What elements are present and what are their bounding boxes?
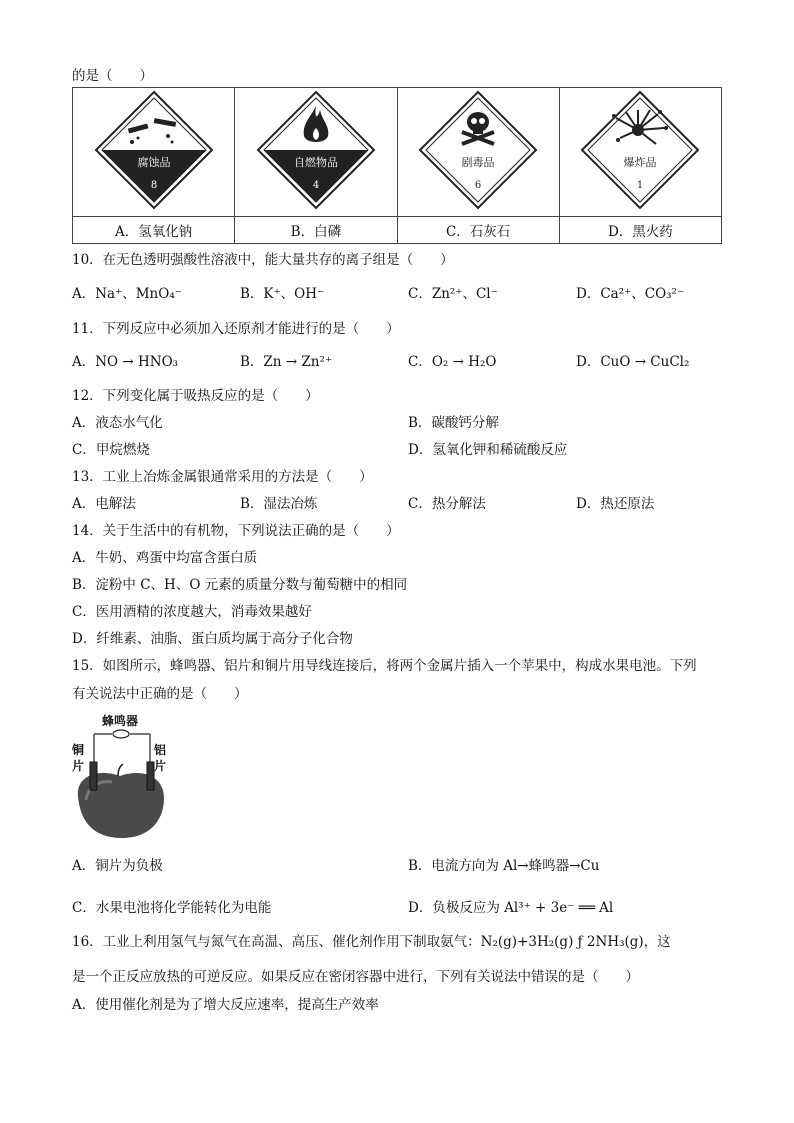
hazard-cell-b [235, 88, 397, 217]
q12-stem: 12．下列变化属于吸热反应的是（ ） [72, 388, 319, 404]
hazard-cell-d [559, 88, 721, 217]
q13-stem: 13．工业上冶炼金属银通常采用的方法是（ ） [72, 469, 373, 485]
q12-option-d: D．氢氧化钾和稀硫酸反应 [408, 442, 568, 458]
q14-option-d: D．纤维素、油脂、蛋白质均属于高分子化合物 [72, 631, 353, 647]
q14-option-b: B．淀粉中 C、H、O 元素的质量分数与葡萄糖中的相同 [72, 577, 408, 593]
option-d: D．黑火药 [559, 217, 721, 244]
q12-option-a: A．液态水气化 [72, 415, 163, 431]
hazard-cell-a [73, 88, 235, 217]
skull-icon [416, 88, 540, 212]
fruit-battery-figure [68, 710, 178, 842]
q16-stem-line1: 16．工业上利用氢气与氮气在高温、高压、催化剂作用下制取氨气：N₂(g)+3H₂(g) ƒ 2NH₃(g)，这 [72, 934, 671, 950]
q10-option-d: D．Ca²⁺、CO₃²⁻ [576, 286, 685, 302]
explosion-icon [578, 88, 702, 212]
q10-stem: 10．在无色透明强酸性溶液中，能大量共存的离子组是（ ） [72, 252, 454, 268]
q16-stem-line2: 是一个正反应放热的可逆反应。如果反应在密闭容器中进行，下列有关说法中错误的是（ ） [72, 969, 639, 985]
svg-text:1: 1 [637, 180, 644, 191]
svg-text:6: 6 [474, 180, 482, 191]
q13-option-b: B．湿法冶炼 [240, 496, 318, 512]
sign-label-a: 腐蚀品 [137, 156, 171, 169]
q10-option-c: C．Zn²⁺、Cl⁻ [408, 286, 498, 302]
q15-option-c: C．水果电池将化学能转化为电能 [72, 900, 272, 916]
hazard-cell-c [397, 88, 559, 217]
q14-stem: 14．关于生活中的有机物，下列说法正确的是（ ） [72, 523, 400, 539]
corrosive-icon [92, 88, 216, 212]
q11-option-d: D．CuO → CuCl₂ [576, 354, 690, 370]
option-b: B．白磷 [235, 217, 397, 244]
q15-option-b: B．电流方向为 Al→蜂鸣器→Cu [408, 858, 600, 874]
svg-text:4: 4 [312, 180, 320, 191]
q12-option-b: B．碳酸钙分解 [408, 415, 499, 431]
question-intro: 的是（ ） [72, 68, 153, 84]
sign-label-b: 自燃物品 [293, 156, 338, 169]
q13-option-d: D．热还原法 [576, 496, 655, 512]
q16-option-a: A．使用催化剂是为了增大反应速率，提高生产效率 [72, 997, 379, 1013]
q13-option-c: C．热分解法 [408, 496, 486, 512]
hazard-sign-table [72, 87, 722, 244]
sign-label-c: 剧毒品 [461, 156, 495, 169]
figure-label-aluminum: 铝片 [154, 743, 167, 773]
sign-label-d: 爆炸品 [623, 156, 657, 169]
q14-option-c: C．医用酒精的浓度越大，消毒效果越好 [72, 604, 312, 620]
q13-option-a: A．电解法 [72, 496, 136, 512]
q11-option-b: B．Zn → Zn²⁺ [240, 354, 333, 370]
figure-label-copper: 铜片 [72, 743, 85, 773]
q10-option-b: B．K⁺、OH⁻ [240, 286, 325, 302]
q14-option-a: A．牛奶、鸡蛋中均富含蛋白质 [72, 550, 258, 566]
figure-label-buzzer: 蜂鸣器 [102, 714, 139, 728]
flame-icon [254, 88, 378, 212]
q15-stem-line2: 有关说法中正确的是（ ） [72, 686, 248, 702]
q15-option-d: D．负极反应为 Al³⁺ + 3e⁻ ══ Al [408, 900, 614, 916]
q12-option-c: C．甲烷燃烧 [72, 442, 150, 458]
q10-option-a: A．Na⁺、MnO₄⁻ [72, 286, 182, 302]
q15-option-a: A．铜片为负极 [72, 858, 163, 874]
q11-option-a: A．NO → HNO₃ [72, 354, 179, 370]
q11-option-c: C．O₂ → H₂O [408, 354, 497, 370]
q15-stem-line1: 15．如图所示，蜂鸣器、铝片和铜片用导线连接后，将两个金属片插入一个苹果中，构成水果电池。下列 [72, 658, 697, 674]
option-a: A．氢氧化钠 [73, 217, 235, 244]
svg-text:8: 8 [150, 180, 157, 191]
option-c: C．石灰石 [397, 217, 559, 244]
apple-battery-drawing [68, 710, 178, 842]
q11-stem: 11．下列反应中必须加入还原剂才能进行的是（ ） [72, 321, 400, 337]
